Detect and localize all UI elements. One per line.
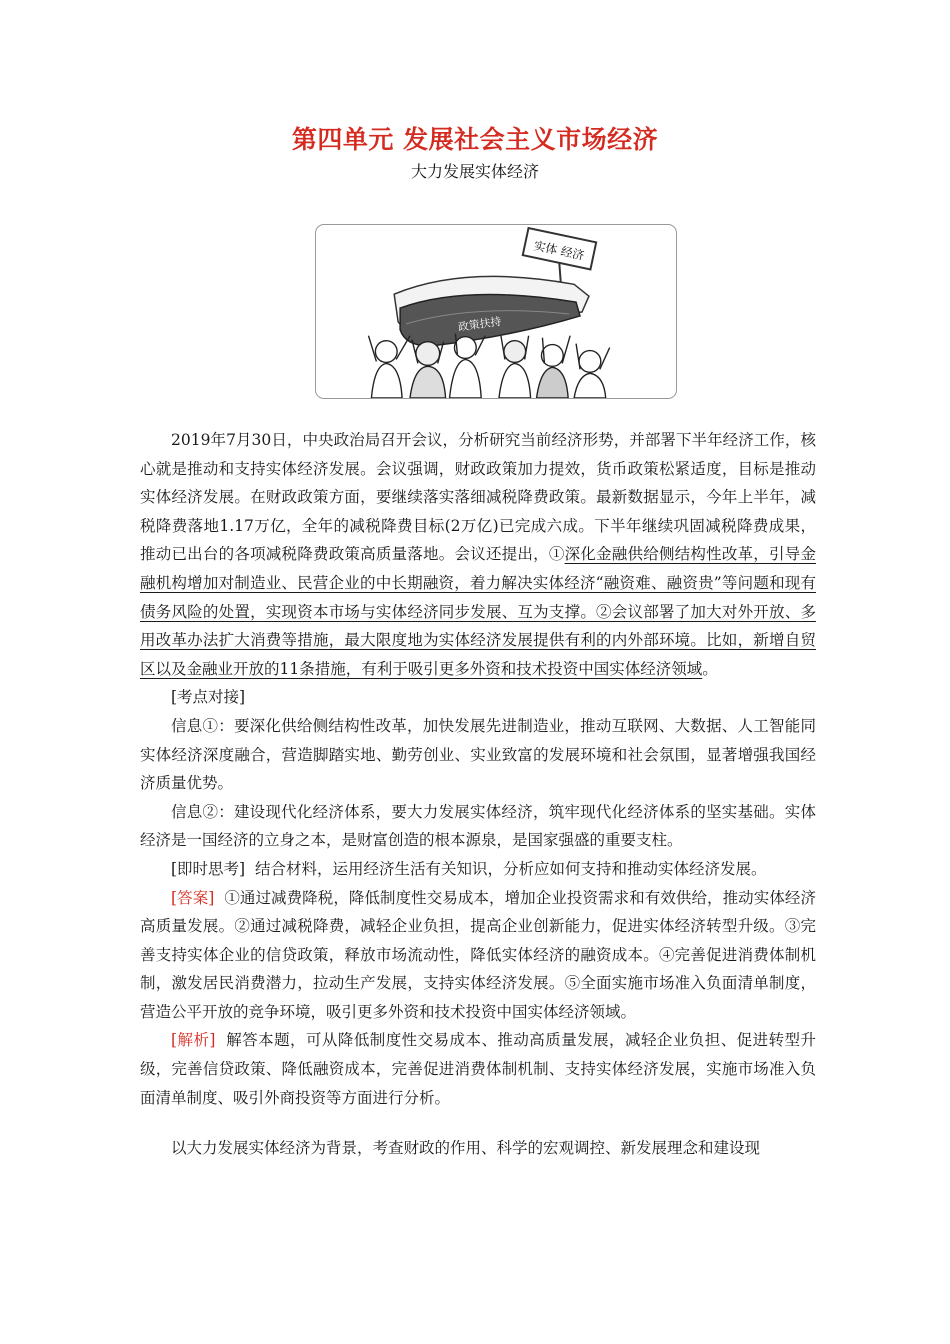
intro-text: 2019年7月30日，中央政治局召开会议，分析研究当前经济形势，并部署下半年经济工作，核心就是推动和支持实体经济发展。会议强调，财政政策加力提效，货币政策松紧适度，目标是推动实体经济发展。在财政政策方面，要继续落实落细减税降费政策。最新数据显示，今年上半年，减税降费落地1.17万亿，全年的减税降费目标(2万亿)已完成六成。下半年继续巩固减税降费成果，推动已出台的各项减税降费政策高质量落地。会议还提出，① [140,431,816,564]
answer-text: ①通过减费降税，降低制度性交易成本，增加企业投资需求和有效供给，推动实体经济高质量发展。②通过减税降费，减轻企业负担，提高企业创新能力，促进实体经济转型升级。③完善支持实体企业的信贷政策，释放市场流动性，降低实体经济的融资成本。④完善促进消费体制机制，激发居民消费潜力，拉动生产发展，支持实体经济发展。⑤全面实施市场准入负面清单制度，营造公平开放的竞争环境，吸引更多外资和技术投资中国实体经济领域。 [140,888,816,1021]
analysis-text: 解答本题，可从降低制度性交易成本、推动高质量发展，减轻企业负担、促进转型升级，完善信贷政策、降低融资成本，完善促进消费体制机制、支持实体经济发展，实施市场准入负面清单制度、吸引外商投资等方面进行分析。 [140,1031,816,1107]
thinking-paragraph [140,855,816,884]
info-1: 信息①：要深化供给侧结构性改革，加快发展先进制造业，推动互联网、大数据、人工智能同实体经济深度融合，营造脚踏实地、勤劳创业、实业致富的发展环境和社会氛围，显著增强我国经济质量优势。 [140,716,816,793]
kaodian-label: [考点对接] [171,688,246,707]
cartoon-svg [316,225,676,398]
intro-end: 。 [702,659,718,678]
answer-paragraph [140,884,816,1027]
analysis-paragraph [140,1026,816,1112]
closing-paragraph: 以大力发展实体经济为背景，考查财政的作用、科学的宏观调控、新发展理念和建设现 [171,1139,761,1158]
lesson-subtitle: 大力发展实体经济 [410,162,539,181]
analysis-label: [解析] [171,1031,216,1050]
answer-label: [答案] [171,888,215,907]
rock-text: 政策扶持 [457,314,503,334]
rock-slab [394,276,589,345]
article-body [140,426,816,1163]
sign-text: 实体 经济 [532,238,586,263]
thinking-text: 结合材料，运用经济生活有关知识，分析应如何支持和推动实体经济发展。 [254,859,767,878]
cartoon-illustration [315,224,677,399]
unit-title: 第四单元 发展社会主义市场经济 [291,125,659,154]
info-2: 信息②：建设现代化经济体系，要大力发展实体经济，筑牢现代化经济体系的坚实基础。实体经济是一国经济的立身之本，是财富创造的根本源泉，是国家强盛的重要支柱。 [140,802,816,850]
thinking-label: [即时思考] [171,859,246,878]
intro-underlined-text: 深化金融供给侧结构性改革，引导金融机构增加对制造业、民营企业的中长期融资，着力解决实体经济“融资难、融资贵”等问题和现有债务风险的处置，实现资本市场与实体经济同步发展、互为支撑。②会议部署了加大对外开放、多用改革办法扩大消费等措施，最大限度地为实体经济发展提供有利的内外部环境。比如，新增自贸区以及金融业开放的11条措施，有利于吸引更多外资和技术投资中国实体经济领域 [140,545,816,678]
crowd [368,334,609,398]
intro-paragraph [140,426,816,683]
